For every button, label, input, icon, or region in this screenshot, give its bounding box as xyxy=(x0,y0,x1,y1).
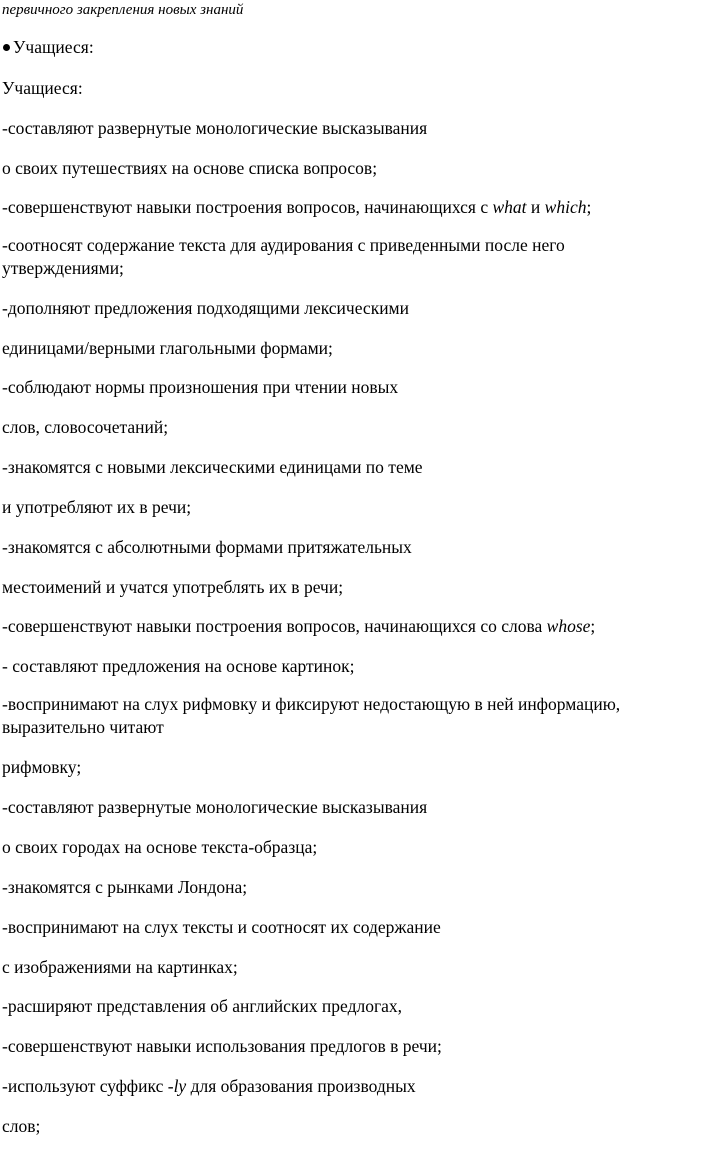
text-line: с изображениями на картинках; xyxy=(2,957,238,977)
text-line: местоимений и учатся употреблять их в речи; xyxy=(2,577,344,597)
italic-term-ly: ly xyxy=(173,1076,187,1096)
text-line: о своих путешествиях на основе списка вопросов; xyxy=(2,158,378,178)
text-line: -соблюдают нормы произношения при чтении новых xyxy=(2,377,399,397)
text-line: и употребляют их в речи; xyxy=(2,497,192,517)
text-line: -воспринимают на слух тексты и соотносят их содержание xyxy=(2,917,441,937)
text-fragment: -совершенствуют навыки построения вопросов, начинающихся со слова xyxy=(2,616,547,636)
text-line: -расширяют представления об английских предлогах, xyxy=(2,996,403,1016)
text-line: -составляют развернутые монологические высказывания xyxy=(2,797,428,817)
text-fragment: -совершенствуют навыки построения вопросов, начинающихся с xyxy=(2,197,493,217)
text-fragment: ; xyxy=(586,197,592,217)
text-line: -совершенствуют навыки использования предлогов в речи; xyxy=(2,1036,442,1056)
text-line: единицами/верными глагольными формами; xyxy=(2,338,333,358)
italic-term-what: what xyxy=(492,197,527,217)
text-line: -знакомятся с новыми лексическими единицами по теме xyxy=(2,457,423,477)
text-line: -знакомятся с абсолютными формами притяжательных xyxy=(2,537,412,557)
text-line: -знакомятся с рынками Лондона; xyxy=(2,877,248,897)
text-line xyxy=(2,615,595,637)
text-line: о своих городах на основе текста-образца; xyxy=(2,837,318,857)
text-line: рифмовку; xyxy=(2,757,82,777)
bullet-item xyxy=(2,36,94,58)
text-line: слов; xyxy=(2,1116,41,1136)
section-header: первичного закрепления новых знаний xyxy=(2,2,244,18)
text-line xyxy=(2,196,591,218)
text-line: выразительно читают xyxy=(2,717,164,737)
text-fragment: и xyxy=(526,197,545,217)
italic-term-whose: whose xyxy=(546,616,591,636)
text-line: слов, словосочетаний; xyxy=(2,417,169,437)
text-fragment: ; xyxy=(590,616,596,636)
italic-term-which: which xyxy=(544,197,587,217)
text-line: Учащиеся: xyxy=(2,78,83,98)
text-line: -составляют развернутые монологические высказывания xyxy=(2,118,428,138)
text-line: -соотносят содержание текста для аудирования с приведенными после него xyxy=(2,235,565,255)
text-line: утверждениями; xyxy=(2,258,124,278)
text-fragment: для образования производных xyxy=(186,1076,416,1096)
text-line: -воспринимают на слух рифмовку и фиксируют недостающую в ней информацию, xyxy=(2,694,621,714)
bullet-item-text: Учащиеся: xyxy=(13,37,94,57)
text-fragment: -используют суффикс - xyxy=(2,1076,174,1096)
text-line xyxy=(2,1075,416,1097)
text-line: - составляют предложения на основе картинок; xyxy=(2,656,355,676)
bullet-icon xyxy=(3,44,10,51)
text-line: -дополняют предложения подходящими лексическими xyxy=(2,298,409,318)
